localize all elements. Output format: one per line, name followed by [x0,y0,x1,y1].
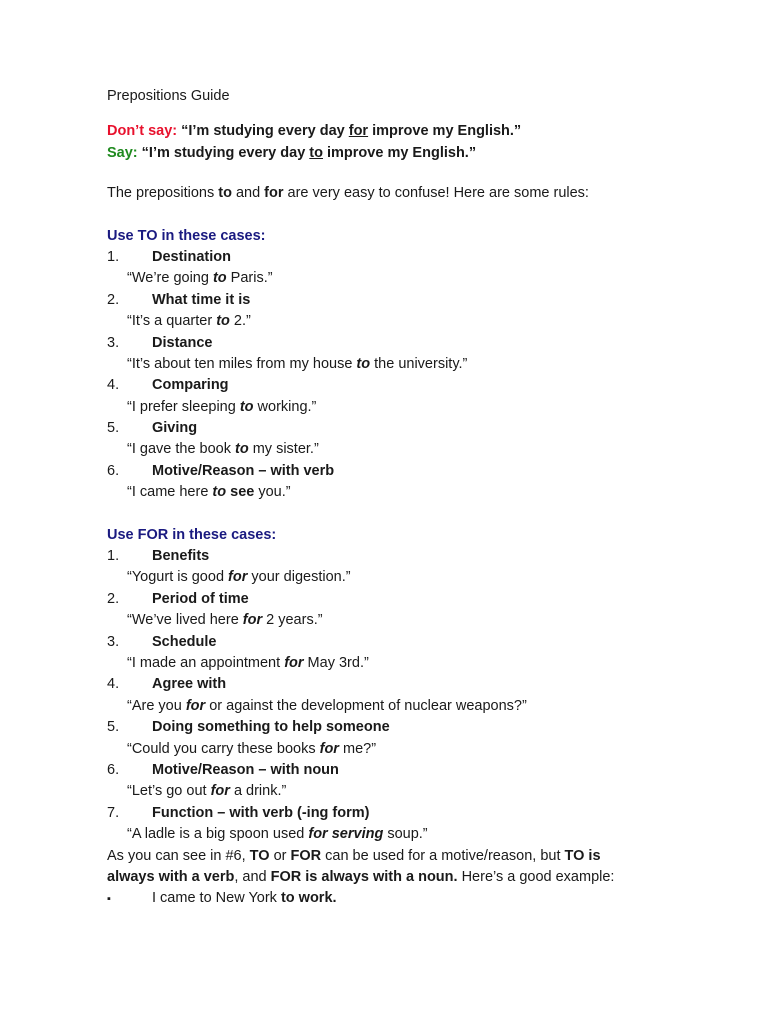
item-number: 5. [107,719,120,736]
item-number: 6. [107,462,120,479]
conclusion-text: or [269,847,291,864]
to-section-heading: Use TO in these cases: [107,227,266,244]
dont-say-pre: “I’m studying every day [181,123,349,140]
example-post: a drink.” [229,783,287,800]
example-keyword: to [216,313,230,330]
example-keyword: for [228,569,248,586]
example-pre: “I prefer sleeping [127,398,240,415]
list-item [107,546,747,567]
example-pre: “Let’s go out [127,783,211,800]
example-post: working.” [253,398,317,415]
say-post: improve my English.” [322,144,477,161]
dont-say-line [107,121,747,142]
example-pre: “Could you carry these books [127,740,320,757]
intro-to: to [218,185,232,202]
example-bullet-bold: to work. [280,890,337,907]
example-keyword: for serving [308,826,384,843]
item-title: Doing something to help someone [152,719,390,736]
example-pre: “A ladle is a big spoon used [127,826,309,843]
list-item [107,632,747,653]
example-keyword: to [212,270,227,287]
example-post: your digestion.” [247,569,351,586]
item-example [107,268,747,289]
list-item [107,290,747,311]
list-item [107,247,747,268]
list-item [107,461,747,482]
example-keyword-verb: see [226,484,255,501]
item-title: Motive/Reason – with verb [152,462,335,479]
list-item [107,674,747,695]
example-keyword: for [284,654,304,671]
example-post: me?” [338,740,377,757]
say-label: Say: [107,144,138,161]
item-number: 4. [107,377,120,394]
example-keyword: for [242,612,263,629]
list-item [107,803,747,824]
example-post: 2.” [229,313,251,330]
for-section-heading: Use FOR in these cases: [107,526,277,543]
document-title: Prepositions Guide [107,88,230,104]
example-post: you.” [254,484,291,501]
item-example [107,311,747,332]
item-example [107,439,747,460]
example-keyword: to [212,484,227,501]
example-keyword: to [235,441,249,458]
example-pre: “I made an appointment [127,654,285,671]
intro-b: and [231,185,265,202]
example-post: the university.” [370,355,468,372]
example-bullet-item [107,888,747,909]
item-example [107,781,747,802]
item-number: 1. [107,248,120,265]
item-title: Benefits [152,548,210,565]
example-pre: “Are you [127,697,186,714]
intro-a: The prepositions [107,185,219,202]
intro-paragraph [107,183,747,204]
example-keyword: for [319,740,339,757]
item-title: Schedule [152,633,217,650]
list-item [107,418,747,439]
example-keyword: to [356,355,371,372]
item-title: Period of time [152,590,249,607]
example-keyword: to [239,398,254,415]
example-pre: “I gave the book [127,441,236,458]
item-title: Function – with verb (-ing form) [152,804,370,821]
item-example [107,482,747,503]
dont-say-word: for [348,123,369,140]
conclusion-noun-rule: FOR is always with a noun. [270,868,458,885]
dont-say-label: Don’t say: [107,123,178,140]
conclusion-text: Here’s a good example: [457,868,615,885]
item-title: Motive/Reason – with noun [152,761,339,778]
example-post: 2 years.” [262,612,323,629]
example-pre: “It’s a quarter [127,313,217,330]
for-rules-list [107,546,747,845]
item-example [107,739,747,760]
conclusion-to-is: TO is [564,847,601,864]
item-example [107,397,747,418]
item-number: 3. [107,633,120,650]
item-example [107,824,747,845]
example-post: soup.” [383,826,428,843]
example-bullet-text: I came to New York [152,890,281,907]
item-number: 3. [107,334,120,351]
conclusion-line-2 [107,867,747,888]
say-line [107,143,747,164]
conclusion-text: can be used for a motive/reason, but [321,847,565,864]
item-example [107,696,747,717]
conclusion-for: FOR [290,847,322,864]
item-example [107,610,747,631]
example-post: my sister.” [248,441,319,458]
example-post: Paris.” [226,270,273,287]
item-example [107,354,747,375]
list-item [107,375,747,396]
example-post: May 3rd.” [303,654,369,671]
conclusion-line-1 [107,846,747,867]
item-title: Destination [152,248,231,265]
item-title: What time it is [152,291,251,308]
item-number: 4. [107,676,120,693]
item-title: Distance [152,334,213,351]
say-pre: “I’m studying every day [141,144,310,161]
conclusion-text: As you can see in #6, [107,847,250,864]
dont-say-post: improve my English.” [368,123,522,140]
item-number: 5. [107,420,120,437]
document-page [107,86,747,910]
say-word: to [309,144,323,161]
item-number: 6. [107,761,120,778]
example-pre: “We’ve lived here [127,612,243,629]
bullet-icon: ▪ [107,893,111,906]
example-keyword: for [185,697,206,714]
list-item [107,760,747,781]
item-title: Comparing [152,377,229,394]
to-rules-list [107,247,747,504]
intro-c: are very easy to confuse! Here are some rules: [283,185,589,202]
item-example [107,567,747,588]
item-example [107,653,747,674]
example-pre: “We’re going [127,270,213,287]
example-pre: “It’s about ten miles from my house [127,355,357,372]
item-number: 1. [107,548,120,565]
example-pre: “Yogurt is good [127,569,229,586]
conclusion-verb-rule: always with a verb [107,868,235,885]
item-number: 2. [107,590,120,607]
list-item [107,717,747,738]
item-title: Giving [152,420,198,437]
say-sentence [142,145,476,161]
example-post: or against the development of nuclear weapons?” [205,697,527,714]
list-item [107,333,747,354]
dont-say-sentence [181,123,521,139]
item-number: 7. [107,804,120,821]
item-number: 2. [107,291,120,308]
example-pre: “I came here [127,484,213,501]
intro-for: for [264,185,284,202]
conclusion-to: TO [249,847,270,864]
item-title: Agree with [152,676,227,693]
conclusion-text: , and [234,868,271,885]
list-item [107,589,747,610]
example-keyword: for [210,783,230,800]
